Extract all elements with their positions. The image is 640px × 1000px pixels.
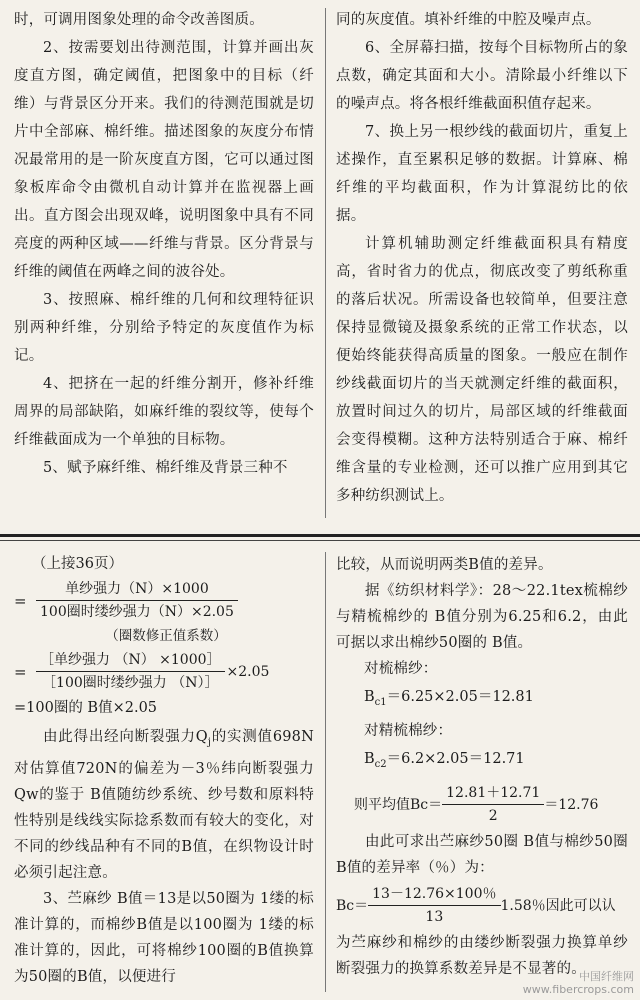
fraction [36, 649, 225, 694]
denominator: 13 [425, 908, 444, 925]
paragraph: 3、按照麻、棉纤维的几何和纹理特征识别两种纤维，分别给予特定的灰度值作为标记。 [14, 292, 314, 364]
paragraph: 6、全屏幕扫描，按每个目标物所占的象点数，确定其面和大小。清除最小纤维以下的噪声点。将各根纤维截面积值存起来。 [336, 40, 628, 112]
equals-sign: = [14, 591, 27, 610]
symbol: B [364, 689, 375, 705]
bottom-right-column [336, 552, 628, 982]
paragraph: 据《纺织材料学》：28～22.1tex梳棉纱与精梳棉纱的 B值分别为6.25和6.2，由此可据以求出棉纱50圈的 B值。 [336, 583, 628, 651]
equation-rhs: ＝6.25×2.05＝12.81 [386, 689, 534, 705]
equation-average [354, 782, 628, 827]
denominator: ［100圈时缕纱强力 （N）］ [42, 675, 219, 691]
numerator: ［单纱强力 （N） ×1000］ [36, 649, 225, 672]
equation-2 [14, 649, 314, 694]
watermark-line: 中国纤维网 [579, 970, 634, 983]
paragraph [14, 724, 314, 886]
paragraph: 5、赋予麻纤维、棉纤维及背景三种不 [43, 460, 288, 476]
fraction [368, 883, 500, 928]
bottom-section [0, 548, 640, 998]
equation-prefix: 则平均值Bc＝ [354, 797, 443, 814]
equals-sign: = [14, 662, 27, 681]
equation-1 [14, 578, 314, 623]
denominator: 100圈时缕纱强力（N）×2.05 [40, 604, 234, 620]
paragraph: 为苎麻纱和棉纱的由缕纱断裂强力换算单纱断裂强力的换算系数差异是不显著的。 [336, 934, 628, 977]
equation-note: （圈数修正值系数） [105, 628, 227, 644]
equation-combed [364, 744, 628, 780]
paragraph: 7、换上另一根纱线的截面切片，重复上述操作，直至累积足够的数据。计算麻、棉纤维的平均截面积，作为计算混纺比的依据。 [336, 124, 628, 224]
equation-tail: ×2.05 [226, 663, 270, 680]
column-divider [325, 552, 326, 992]
paragraph: 同的灰度值。填补纤维的中腔及噪声点。 [336, 12, 601, 28]
bottom-left-column [14, 552, 314, 990]
equation-carded [364, 682, 628, 718]
equation-difference [336, 883, 628, 928]
equation-rhs: ＝6.2×2.05＝12.71 [386, 750, 525, 767]
fraction [36, 578, 238, 623]
section-divider [0, 534, 640, 537]
numerator: 13－12.76×100％ [368, 883, 500, 906]
equation-tail: 1.58％因此可以认 [500, 898, 616, 915]
equation-prefix: Bc＝ [336, 898, 369, 915]
numerator: 单纱强力（N）×1000 [36, 578, 238, 601]
paragraph: 2、按需要划出待测范围，计算并画出灰度直方图，确定阈值，把图象中的目标（纤维）与背景区分开来。我们的待测范围就是切片中全部麻、棉纤维。描述图象的灰度分布情况最常用的是一阶灰度直方图，它可以通过图象板库命令由微机自动计算并在监视器上画出。直方图会出现双峰，说明图象中具有不同亮度的两种区域——纤维与背景。区分背景与纤维的阈值在两峰之间的波谷处。 [14, 40, 314, 280]
column-divider [325, 8, 326, 518]
paragraph: 计算机辅助测定纤维截面积具有精度高，省时省力的优点，彻底改变了剪纸称重的落后状况。所需设备也较简单，但要注意保持显微镜及摄象系统的正常工作状态，以便始终能获得高质量的图象。一般应在制作纱线截面切片的当天就测定纤维的截面积，放置时间过久的切片，局部区域的纤维截面会变得模糊。这种方法特别适合于麻、棉纤维含量的专业检测，还可以推广应用到其它多种纺织测试上。 [336, 236, 628, 504]
equation-result: ＝12.76 [544, 797, 599, 814]
text-run: 由此得出经向断裂强力Q [43, 729, 208, 745]
numerator: 12.81＋12.71 [442, 782, 544, 805]
symbol: B [364, 750, 375, 767]
paragraph: 比较，从而说明两类B值的差异。 [336, 557, 553, 573]
continued-note: （上接36页） [32, 556, 123, 572]
equation-3: =100圈的 B值×2.05 [14, 700, 158, 716]
subscript: j [207, 736, 212, 748]
watermark [523, 970, 634, 996]
top-right-column [336, 6, 628, 510]
subscript: c1 [374, 696, 387, 708]
paragraph: 3、苎麻纱 B值＝13是以50圈为 1缕的标准计算的，而棉纱B值是以100圈为 1缕的标准计算的，因此，可将棉纱100圈的B值换算为50圈的B值，以便进行 [14, 890, 314, 985]
paragraph: 由此可求出苎麻纱50圈 B值与棉纱50圈 B值的差异率（％）为： [336, 833, 628, 876]
text-run: 的实测值698N对估算值720N的偏差为－3％纬向断裂强力Qw的鉴于 B值随纺纱系统、纱号数和原料特性特别是线线实际捻系数而有较大的变化，对不同的纱线品种有不同的B值，在织物设计时必须引起注意。 [14, 729, 314, 881]
paragraph: 4、把挤在一起的纤维分割开，修补纤维周界的局部缺陷，如麻纤维的裂纹等，使每个纤维截面成为一个单独的目标物。 [14, 376, 314, 448]
denominator: 2 [488, 807, 498, 824]
label: 对精梳棉纱： [364, 722, 453, 739]
subscript: c2 [374, 758, 387, 770]
label: 对梳棉纱： [364, 661, 438, 677]
paragraph: 时，可调用图象处理的命令改善图质。 [14, 12, 264, 28]
section-divider-thin [0, 540, 640, 541]
top-left-column [14, 6, 314, 482]
watermark-line: www.fibercrops.com [522, 983, 634, 996]
fraction [442, 782, 544, 827]
